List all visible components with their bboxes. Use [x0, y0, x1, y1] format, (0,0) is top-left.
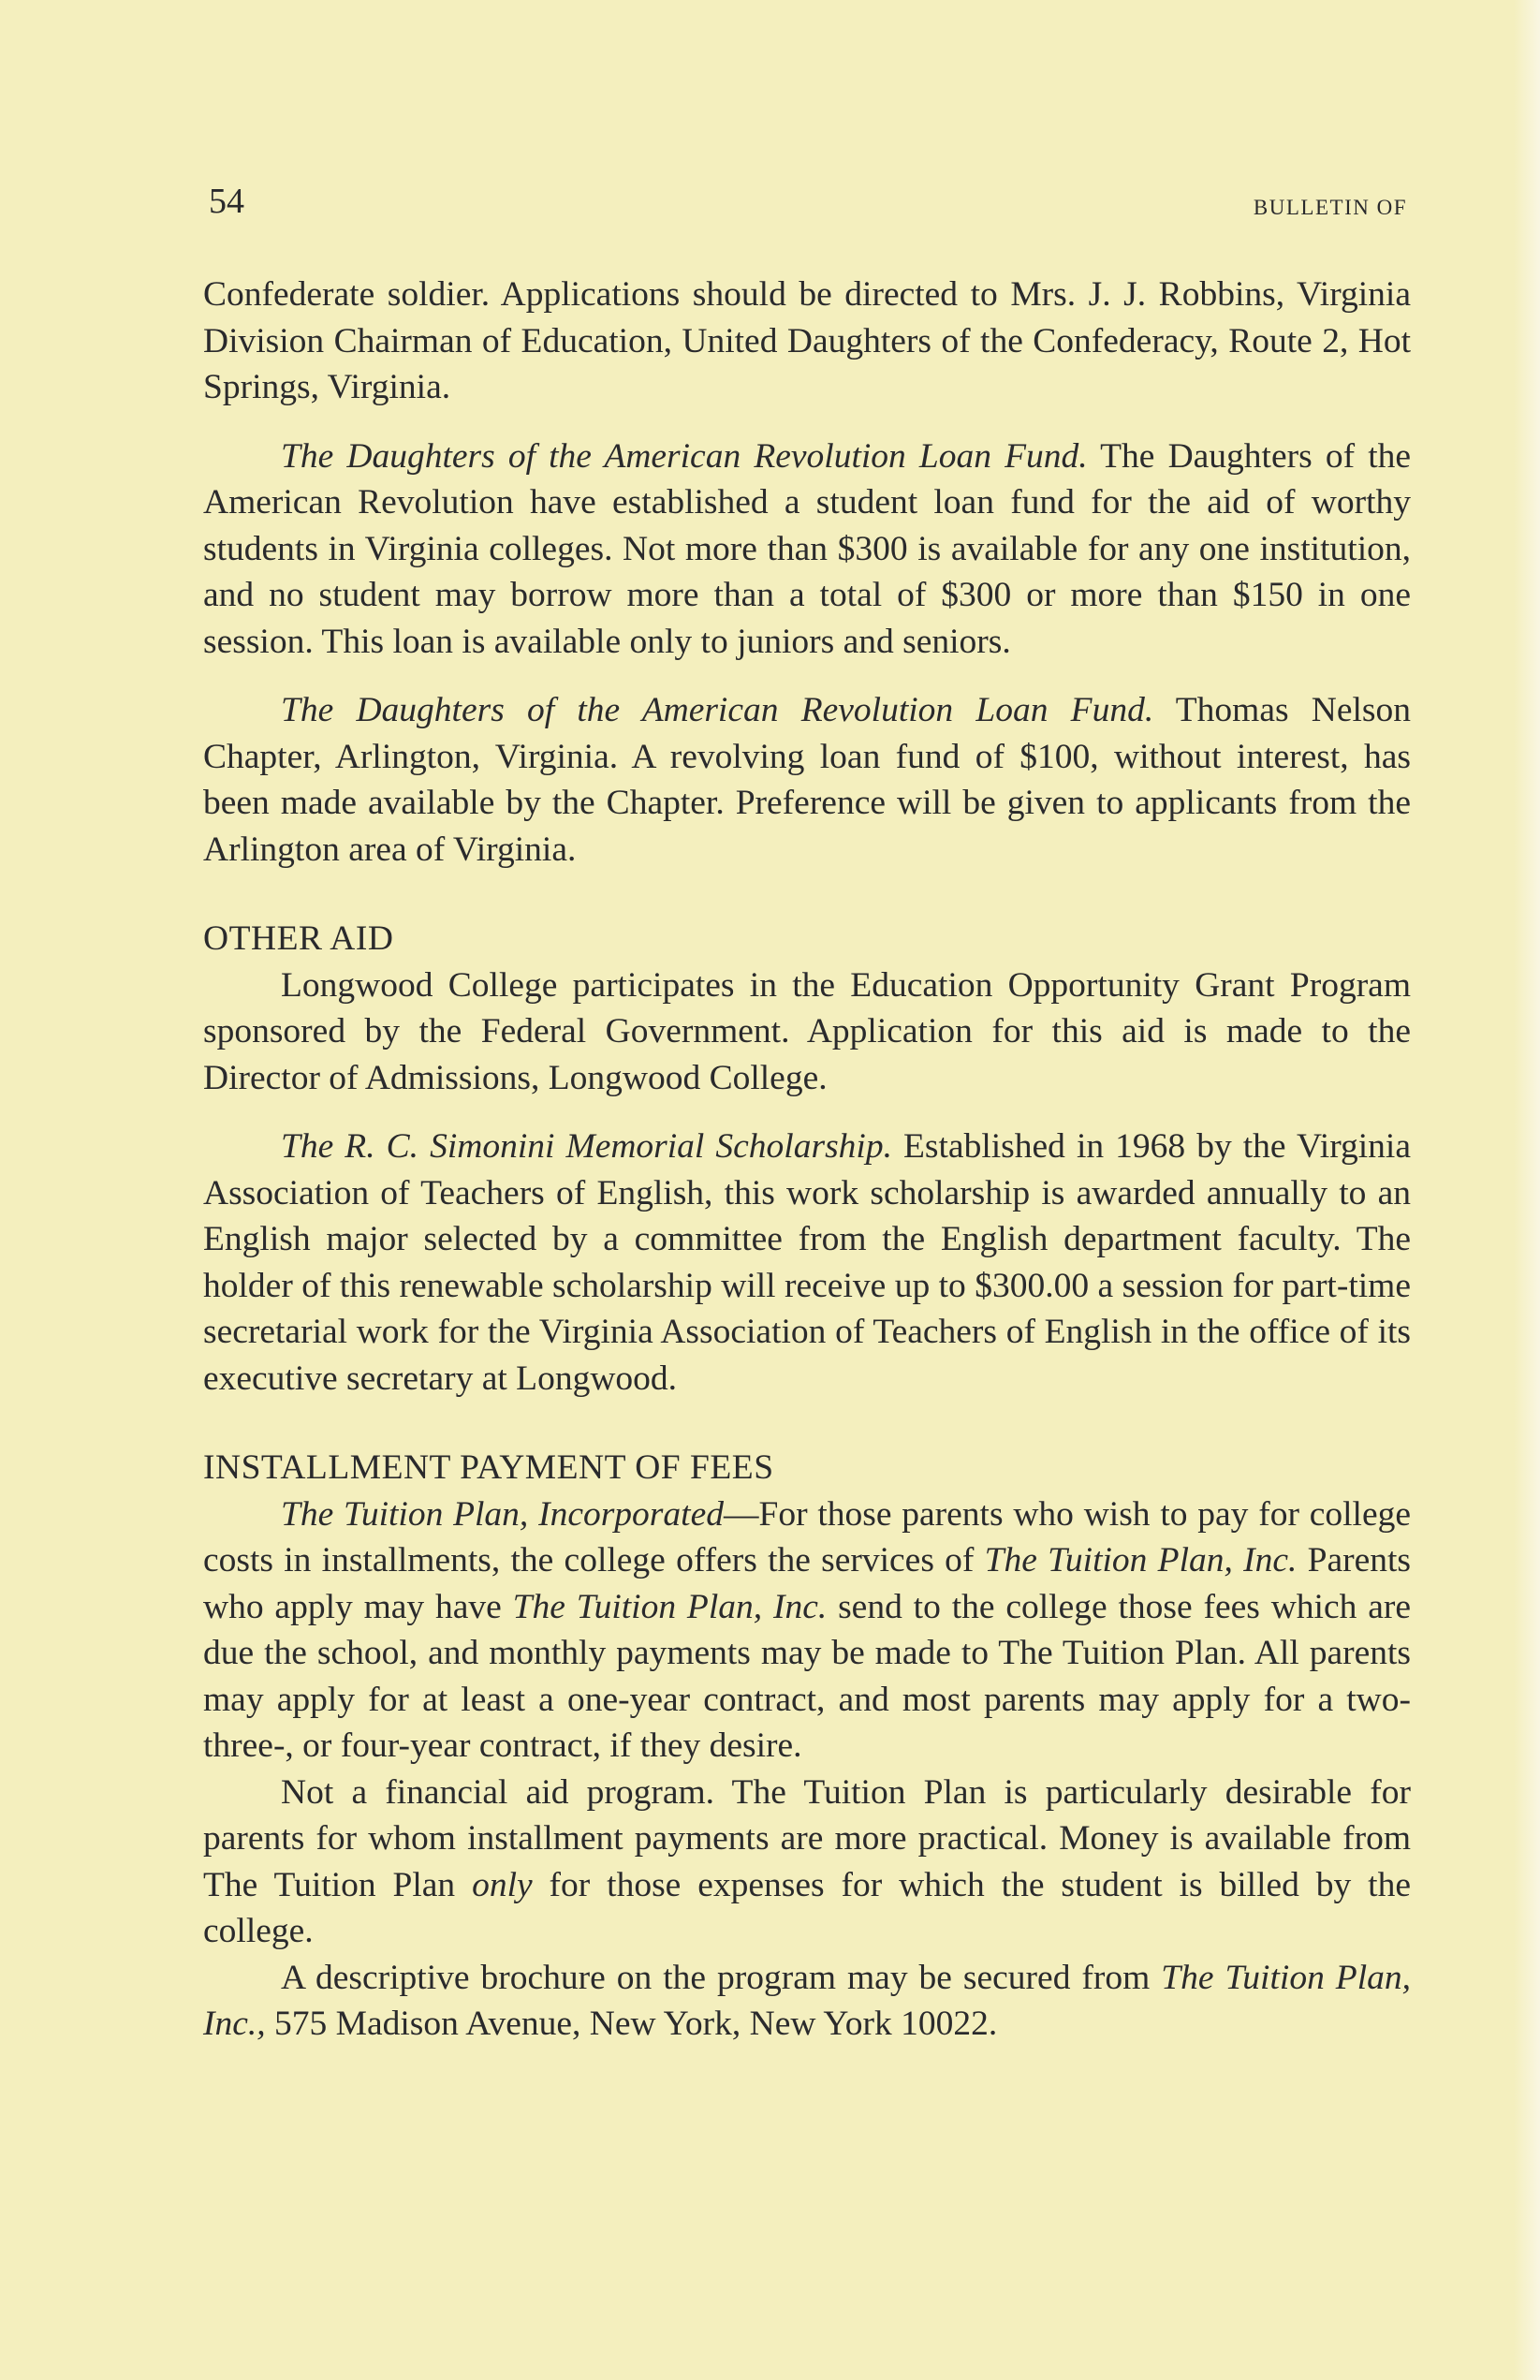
- paragraph-education-opportunity-grant: Longwood College participates in the Education Opportunity Grant Program sponsored by the Federal Government. Application for this aid is made to the Director of Admissions, Longwood College.: [203, 965, 1411, 1097]
- paragraph-title: The Tuition Plan, Incorporated: [281, 1494, 724, 1534]
- page-header: [209, 181, 1407, 228]
- paragraph-text: send to the college those fees which are due the school, and monthly payments may be made to The Tuition Plan. All parents may apply for at least a one-year contract, and most parents may apply for a two-three-, or four-year contract, if they desire.: [203, 1587, 1412, 1765]
- paragraph-text: Thomas Nelson Chapter, Arlington, Virginia. A revolving loan fund of $100, without interest, has been made available by the Chapter. Preference will be given to applicants from the Arlington area of Virginia.: [203, 691, 1412, 869]
- emphasis: The Tuition Plan, Inc.,: [203, 1958, 1411, 2043]
- paragraph-text: 575 Madison Avenue, New York, New York 10022.: [265, 2005, 998, 2043]
- paragraph-tuition-plan: [203, 1491, 1411, 1770]
- paragraph-text: Not a financial aid program. The Tuition Plan is particularly desirable for parents for whom installment payments are more practical. Money is available from The Tuition Plan: [203, 1772, 1411, 1904]
- section-heading-installment: INSTALLMENT PAYMENT OF FEES: [203, 1448, 774, 1487]
- paragraph-text: for those expenses for which the student is billed by the college.: [203, 1865, 1411, 1950]
- emphasis: The Tuition Plan, Inc.: [512, 1587, 828, 1626]
- paragraph-text: Established in 1968 by the Virginia Association of Teachers of English, this work scholarship is awarded annually to an English major selected by a committee from the English department faculty. The holder of this renewable scholarship will receive up to $300.00 a session for part-time secretarial work for the Virginia Association of Teachers of English in the office of its executive secretary at Longwood.: [203, 1127, 1411, 1398]
- paragraph-text: Parents who apply may have: [203, 1541, 1412, 1626]
- paragraph-title: The Daughters of the American Revolution Loan Fund.: [281, 436, 1088, 476]
- paragraph-simonini-scholarship: [203, 1124, 1411, 1402]
- section-heading-other-aid: OTHER AID: [203, 919, 394, 958]
- paragraph-text: A descriptive brochure on the program may be secured from: [281, 1958, 1162, 1997]
- paragraph-title: The R. C. Simonini Memorial Scholarship.: [281, 1127, 892, 1166]
- paragraph-not-financial-aid: [203, 1770, 1411, 1955]
- paragraph-title: The Daughters of the American Revolution Loan Fund.: [281, 691, 1154, 729]
- page-number: 54: [209, 182, 244, 221]
- paragraph-confederate: Confederate soldier. Applications should be directed to Mrs. J. J. Robbins, Virginia Division Chairman of Education, United Daughters of the Confederacy, Route 2, Hot Springs, Virginia.: [203, 275, 1411, 406]
- page-body: [203, 272, 1411, 2048]
- emphasis: The Tuition Plan, Inc.: [984, 1541, 1298, 1579]
- paragraph-dar-loan-fund: [203, 433, 1411, 666]
- paragraph-text: The Daughters of the American Revolution have established a student loan fund for the aid of worthy students in Virginia colleges. Not more than $300 is available for any one institution, and no student may borrow more than a total of $300 or more than $150 in one session. This loan is available only to juniors and seniors.: [203, 436, 1412, 661]
- emphasis: only: [472, 1865, 533, 1904]
- paragraph-dar-thomas-nelson: [203, 687, 1411, 873]
- paragraph-text: —For those parents who wish to pay for college costs in installments, the college offers the services of: [203, 1494, 1411, 1579]
- paragraph-brochure: [203, 1955, 1411, 2048]
- running-head: BULLETIN OF: [1253, 196, 1407, 219]
